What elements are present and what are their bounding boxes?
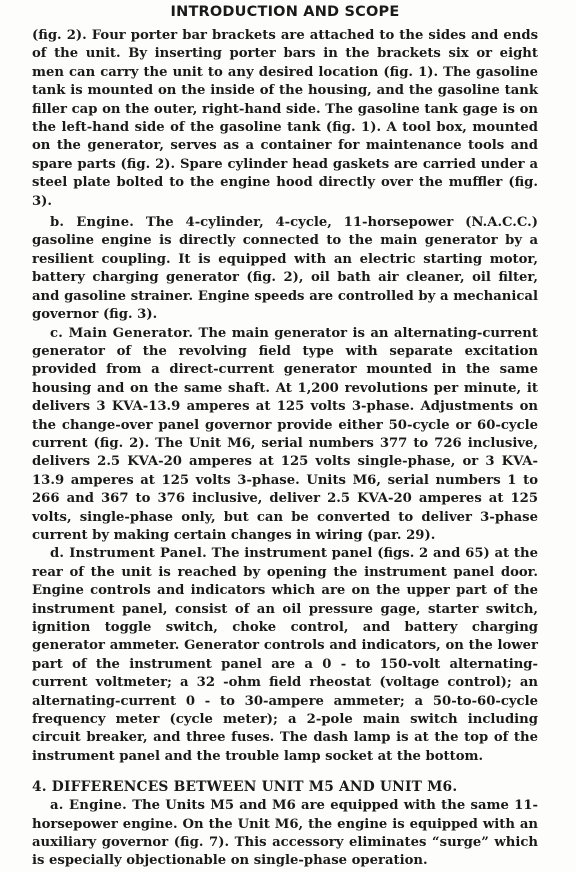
- main-generator-text: The main generator is an alternating-current generator of the revolving field type with separate excitation provided from a direct-current generator mounted in the same housing and on the same shaft. At 1,200 revolutions per minute, it delivers 3 KVA-13.9 amperes at 125 volts 3-phase. Adjustments on the change-over panel governor provide either 50-cycle or 60-cycle current (fig. 2). The Unit M6, serial numbers 377 to 726 inclusive, delivers 2.5 KVA-20 amperes at 125 volts single-phase, or 3 KVA-13.9 amperes at 125 volts 3-phase. Units M6, serial numbers 1 to 266 and 367 to 376 inclusive, deliver 2.5 KVA-20 amperes at 125 volts, single-phase only, but can be converted to deliver 3-phase current by making certain changes in wiring (par. 29).: [32, 325, 538, 543]
- section-4-engine-subheading: a. Engine.: [50, 798, 127, 814]
- section-4-engine-paragraph: [32, 797, 538, 871]
- instrument-panel-subheading: d. Instrument Panel.: [50, 546, 207, 562]
- section-4-engine-text: The Units M5 and M6 are equipped with the same 11-horsepower engine. On the Unit M6, the engine is equipped with an auxiliary governor (fig. 7). This accessory eliminates “surge” which is especially objectionable on single-phase operation.: [32, 798, 538, 869]
- instrument-panel-text: The instrument panel (figs. 2 and 65) at the rear of the unit is reached by opening the instrument panel door. Engine controls and indicators which are on the upper part of the instrument panel, consist of an oil pressure gage, starter switch, ignition toggle switch, choke control, and battery charging generator ammeter. Generator controls and indicators, on the lower part of the instrument panel are a 0 - to 150-volt alternating-current voltmeter; a 32 -ohm field rheostat (voltage control); an alternating-current 0 - to 30-ampere ammeter; a 50-to-60-cycle frequency meter (cycle meter); a 2-pole main switch including circuit breaker, and three fuses. The dash lamp is at the top of the instrument panel and the trouble lamp socket at the bottom.: [32, 546, 538, 764]
- engine-paragraph: [32, 214, 538, 324]
- main-generator-subheading: c. Main Generator.: [50, 325, 194, 341]
- running-head: INTRODUCTION AND SCOPE: [170, 4, 400, 20]
- main-generator-paragraph: [32, 325, 538, 546]
- engine-text: The 4-cylinder, 4-cycle, 11-horsepower (N.A.C.C.) gasoline engine is directly connected to the main generator by a resilient coupling. It is equipped with an electric starting motor, battery charging generator (fig. 2), oil bath air cleaner, oil filter, and gasoline strainer. Engine speeds are controlled by a mechanical governor (fig. 3).: [32, 215, 538, 323]
- engine-subheading: b. Engine.: [50, 215, 135, 231]
- intro-paragraph: (fig. 2). Four porter bar brackets are attached to the sides and ends of the unit. By inserting porter bars in the brackets six or eight men can carry the unit to any desired location (fig. 1). The gasoline tank is mounted on the inside of the housing, and the gasoline tank filler cap on the outer, right-hand side. The gasoline tank gage is on the left-hand side of the gasoline tank (fig. 1). A tool box, mounted on the generator, serves as a container for maintenance tools and spare parts (fig. 2). Spare cylinder head gaskets are carried under a steel plate bolted to the engine hood directly over the muffler (fig. 3).: [32, 28, 538, 209]
- instrument-panel-paragraph: [32, 545, 538, 766]
- section-4-heading: 4. DIFFERENCES BETWEEN UNIT M5 AND UNIT M6.: [32, 779, 458, 796]
